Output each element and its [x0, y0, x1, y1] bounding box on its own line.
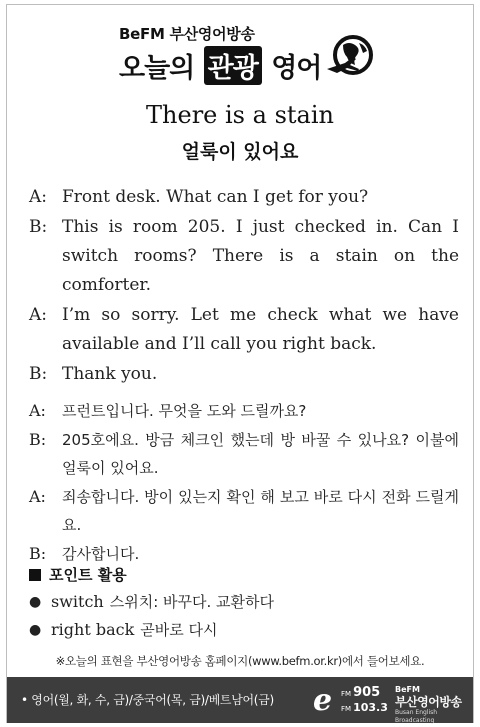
- dialog-text: Thank you.: [62, 364, 158, 384]
- broadcast-schedule: • 영어(월, 화, 수, 금)/중국어(목, 금)/베트남어(금): [21, 693, 274, 707]
- fm-label: FM: [341, 690, 352, 698]
- dialog-text: 죄송합니다. 방이 있는지 확인 해 보고 바로 다시 전화 드릴게요.: [62, 488, 459, 534]
- point-meaning: 곧바로 다시: [140, 621, 218, 639]
- speaker-label: A:: [29, 401, 46, 420]
- dialog-line: [29, 301, 459, 359]
- dialog-text: 205호에요. 방금 체크인 했는데 방 바꿀 수 있나요? 이불에 얼룩이 있어요.: [62, 431, 459, 477]
- title-korean: 얼룩이 있어요: [181, 141, 299, 163]
- point-meaning: 스위치: 바꾸다. 교환하다: [109, 593, 274, 611]
- footer-bar: [7, 677, 473, 723]
- bullet-icon: ●: [29, 594, 42, 610]
- point-heading: [29, 562, 459, 588]
- dialog-line: [29, 360, 459, 389]
- dialog-text: I’m so sorry. Let me check what we have available and I’ll call you right back.: [62, 305, 459, 354]
- speaker-label: B:: [29, 217, 48, 237]
- article-card: [6, 4, 474, 723]
- dialog-line: [29, 183, 459, 212]
- point-term: switch: [51, 592, 104, 611]
- station-name: 부산영어방송: [395, 695, 462, 709]
- dialog-line: [29, 397, 459, 425]
- dialog-line: [29, 426, 459, 482]
- point-heading-text: 포인트 활용: [49, 566, 127, 584]
- dialog-line: [29, 483, 459, 539]
- speaker-label: B:: [29, 364, 48, 384]
- brand-title-pre: 오늘의: [119, 53, 203, 84]
- square-bullet-icon: [29, 569, 41, 581]
- globe-airplane-icon: [325, 33, 375, 79]
- bullet-icon: ●: [29, 622, 42, 638]
- brand-small-title: BeFM 부산영어방송: [119, 25, 255, 43]
- dialog-text: 프런트입니다. 무엇을 도와 드릴까요?: [62, 402, 307, 420]
- dialog-english: [29, 183, 459, 389]
- frequency-primary: 905: [353, 685, 381, 700]
- brand-title: [119, 46, 321, 85]
- speaker-label: A:: [29, 187, 48, 207]
- brand-title-box: 관광: [204, 46, 262, 85]
- point-item: [29, 616, 459, 644]
- dialog-text: This is room 205. I just checked in. Can I switch rooms? There is a stain on the comforter.: [62, 217, 459, 295]
- dialog-korean: [29, 397, 459, 568]
- title-english: There is a stain: [146, 101, 334, 129]
- dialog-text: Front desk. What can I get for you?: [62, 187, 369, 207]
- point-term: right back: [51, 620, 135, 639]
- fm-label: FM: [341, 705, 352, 713]
- station-english-name: Busan English Broadcasting: [395, 709, 438, 724]
- station-frequencies: [341, 686, 388, 716]
- speaker-label: A:: [29, 305, 48, 325]
- station-brand: [395, 685, 473, 725]
- frequency-secondary: 103.3: [353, 701, 388, 714]
- point-section: [29, 562, 459, 644]
- speaker-label: B:: [29, 430, 47, 449]
- dialog-text: 감사합니다.: [62, 545, 140, 563]
- dialog-line: [29, 213, 459, 300]
- brand-title-post: 영어: [262, 53, 322, 84]
- header: [7, 19, 473, 89]
- point-item: [29, 588, 459, 616]
- website-note: ※오늘의 표현을 부산영어방송 홈페이지(www.befm.or.kr)에서 들어보세요.: [55, 654, 425, 668]
- station-small-name: BeFM: [395, 685, 420, 694]
- speaker-label: B:: [29, 544, 47, 563]
- station-logo-letter: e: [313, 683, 333, 718]
- speaker-label: A:: [29, 487, 46, 506]
